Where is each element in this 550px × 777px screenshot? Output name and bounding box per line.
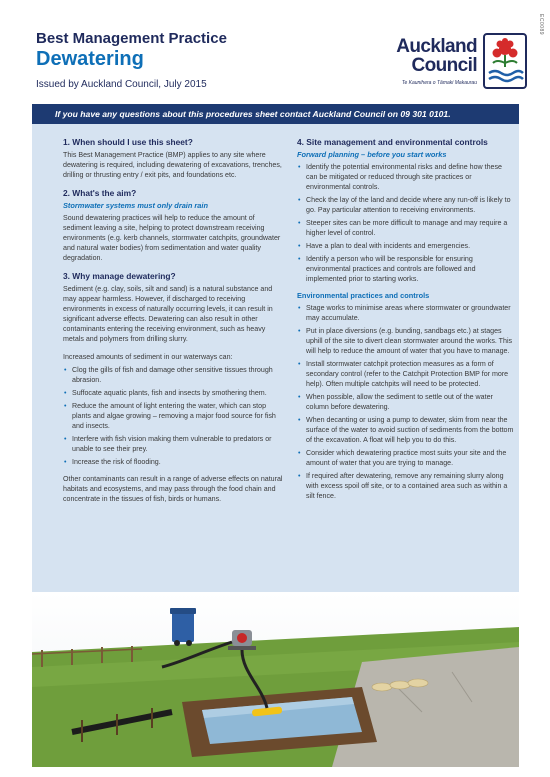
section-3-bullet-list <box>63 365 283 467</box>
page-header <box>36 30 227 90</box>
section-1-text: This Best Management Practice (BMP) applies to any site where dewatering is required, including dewatering of excavations, trenches, drilling or thrusting entry / exit pits, and foundations etc. <box>63 151 282 179</box>
pump-icon <box>228 630 256 650</box>
document-code: EC0089 <box>538 14 544 36</box>
list-item: • Clog the gills of fish and damage other sensitive tissues through abrasion. <box>63 365 283 385</box>
section-3-heading: 3. Why manage dewatering? <box>63 271 176 281</box>
list-item: • When possible, allow the sediment to settle out of the water column before dewatering. <box>297 392 514 412</box>
section-3-text-3: Other contaminants can result in a range of adverse effects on natural habitats and ecosystems, and may pass through the food chain and concentrate in the tissues of fish, birds or humans. <box>63 475 283 503</box>
section-4-subheading-planning: Forward planning – before you start works <box>297 150 447 159</box>
list-item: • When decanting or using a pump to dewater, skim from near the surface of the water to avoid suction of sediments from the bottom of the excavation. A float will help you to do this. <box>297 415 514 445</box>
auckland-council-logo <box>382 33 527 95</box>
list-item: • Suffocate aquatic plants, fish and insects by smothering them. <box>63 388 283 398</box>
wheelie-bin-icon <box>170 608 196 646</box>
page-pretitle: Best Management Practice <box>36 30 227 47</box>
issued-line: Issued by Auckland Council, July 2015 <box>36 79 207 90</box>
list-item: • Reduce the amount of light entering the water, which can stop plants and algae growing – removing a major food source for fish and insects. <box>63 401 283 431</box>
section-2-text: Sound dewatering practices will help to reduce the amount of sediment leaving a site, helping to protect downstream receiving environments (e.g. kerb channels, stormwater catchpits, groundwater and natural water bodies) from sedimentation and water quality degradation. <box>63 214 281 262</box>
section-4-subheading-controls: Environmental practices and controls <box>297 291 430 300</box>
section-3-text-1: Sediment (e.g. clay, soils, silt and sand) is a natural substance and may appear harmless. However, if discharged to receiving environments in excess of naturally occurring levels, it can result in significant adverse effects. Dewatering can also result in other contaminants entering the receiving environment, such as heavy metals and polymers from drilling slurry. <box>63 285 273 343</box>
list-item: • Check the lay of the land and decide where any run-off is likely to go. Pay particular attention to receiving environments. <box>297 195 514 215</box>
page-title: Dewatering <box>36 48 144 70</box>
section-1-heading: 1. When should I use this sheet? <box>63 137 193 147</box>
contact-banner: If you have any questions about this procedures sheet contact Auckland Council on 09 301 0101. <box>32 104 519 124</box>
section-2-heading: 2. What's the aim? <box>63 188 137 198</box>
dewatering-site-illustration <box>32 592 519 767</box>
logo-word-auckland: Auckland <box>396 36 477 57</box>
list-item: • Stage works to minimise areas where stormwater or groundwater may accumulate. <box>297 303 514 323</box>
controls-bullet-list <box>297 303 514 501</box>
left-column <box>63 137 283 512</box>
list-item: • Put in place diversions (e.g. bunding, sandbags etc.) at stages uphill of the site to divert clean stormwater around the works. This will help to reduce the amount of water that you have to manage. <box>297 326 514 356</box>
section-3-text-2: Increased amounts of sediment in our waterways can: <box>63 353 233 361</box>
list-item: • Consider which dewatering practice most suits your site and the amount of water that you are trying to manage. <box>297 448 514 468</box>
list-item: • Identify a person who will be responsible for ensuring environmental practices and controls are followed and implemented prior to starting works. <box>297 254 514 284</box>
list-item: • Identify the potential environmental risks and define how these can be mitigated or reduced through site practices or environmental controls. <box>297 162 514 192</box>
right-column <box>297 137 514 508</box>
section-2-subheading: Stormwater systems must only drain rain <box>63 201 208 210</box>
list-item: • Steeper sites can be more difficult to manage and may require a higher level of control. <box>297 218 514 238</box>
list-item: • Install stormwater catchpit protection measures as a form of secondary control (refer to the Catchpit Protection BMP for more help). Often multiple catchpits will need to be protected. <box>297 359 514 389</box>
section-4-heading: 4. Site management and environmental controls <box>297 137 488 147</box>
logo-word-council: Council <box>411 55 477 76</box>
pohutukawa-flower-icon <box>483 33 527 89</box>
list-item: • Have a plan to deal with incidents and emergencies. <box>297 241 514 251</box>
list-item: • If required after dewatering, remove any remaining slurry along with excess spoil off site, or to a contained area such as within a silt fence. <box>297 471 514 501</box>
planning-bullet-list <box>297 162 514 284</box>
list-item: • Interfere with fish vision making them vulnerable to predators or unable to see their prey. <box>63 434 283 454</box>
list-item: • Increase the risk of flooding. <box>63 457 283 467</box>
logo-tagline: Te Kaunihera o Tāmaki Makaurau <box>401 80 477 86</box>
